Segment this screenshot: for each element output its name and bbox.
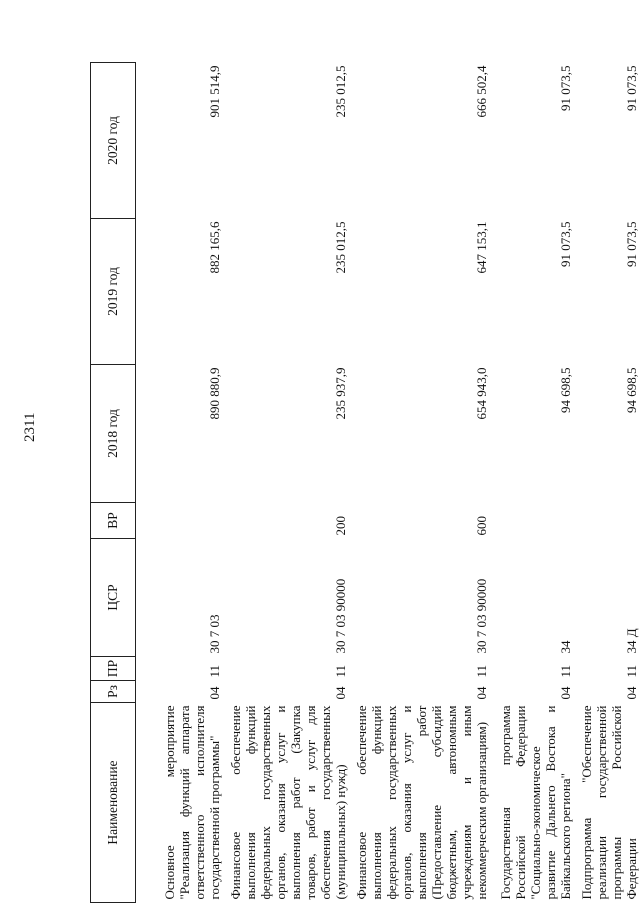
header-rz: Рз [91,681,136,703]
header-csr: ЦСР [91,539,136,657]
header-2018: 2018 год [91,365,136,503]
header-2020: 2020 год [91,63,136,219]
cell-name: Государственная программа Российской Федерации "Социально-экономическое развитие Дальнего Востока и Байкальского региона" [498,705,573,900]
cell-rz: 04 [207,686,222,700]
cell-2020: 91 073,5 [558,65,573,111]
cell-vr [136,503,225,539]
cell-2018: 235 937,9 [333,367,348,420]
cell-2019: 91 073,5 [558,221,573,267]
table-row [575,63,640,903]
rotated-document-sheet [90,63,639,903]
cell-vr: 600 [474,516,489,536]
cell-name: Финансовое обеспечение выполнения функций федеральных государственных органов, оказания услуг и выполнения работ (Закупка товаров, работ и услуг для обеспечения государственных (муниципальных) нужд) [228,705,348,900]
cell-2019: 91 073,5 [624,221,639,267]
cell-2020: 666 502,4 [474,65,489,118]
cell-csr: 34 [558,640,573,654]
table-row [350,63,491,903]
cell-pr: 11 [207,664,222,678]
cell-vr: 200 [333,516,348,536]
cell-rz: 04 [558,686,573,700]
table-row [491,63,575,903]
cell-2020: 91 073,5 [624,65,639,111]
budget-table [90,62,640,903]
cell-name: Основное мероприятие "Реализация функций аппарата ответственного исполнителя государственной программы" [162,705,222,900]
cell-2018: 890 880,9 [207,367,222,420]
cell-vr [491,503,575,539]
header-vr: ВР [91,503,136,539]
cell-vr [575,503,640,539]
table-header-row [91,63,136,903]
cell-2018: 94 698,5 [624,367,639,413]
cell-2020: 901 514,9 [207,65,222,118]
cell-pr: 11 [474,664,489,678]
cell-name: Подпрограмма "Обеспечение реализации государственной программы Российской Федерации [579,705,639,900]
page-number: 2311 [22,412,38,442]
header-pr: ПР [91,657,136,681]
cell-rz: 04 [333,686,348,700]
cell-pr: 11 [558,664,573,678]
cell-2019: 647 153,1 [474,221,489,274]
header-name: Наименование [91,703,136,903]
cell-rz: 04 [474,686,489,700]
cell-name: Финансовое обеспечение выполнения функций федеральных государственных органов, оказания услуг и выполнения работ (Предоставление субсидий бюджетным, автономным учреждениям и иным некоммерческим организациям) [354,705,489,900]
cell-2018: 654 943,0 [474,367,489,420]
cell-pr: 11 [333,664,348,678]
cell-csr: 34 Д [624,628,639,654]
header-2019: 2019 год [91,219,136,365]
cell-2019: 882 165,6 [207,221,222,274]
cell-2020: 235 012,5 [333,65,348,118]
cell-csr: 30 7 03 90000 [474,578,489,654]
cell-pr: 11 [624,664,639,678]
cell-rz: 04 [624,686,639,700]
cell-csr: 30 7 03 90000 [333,578,348,654]
cell-2018: 94 698,5 [558,367,573,413]
table-row [224,63,350,903]
cell-2019: 235 012,5 [333,221,348,274]
table-row [136,63,225,903]
cell-csr: 30 7 03 [207,614,222,654]
